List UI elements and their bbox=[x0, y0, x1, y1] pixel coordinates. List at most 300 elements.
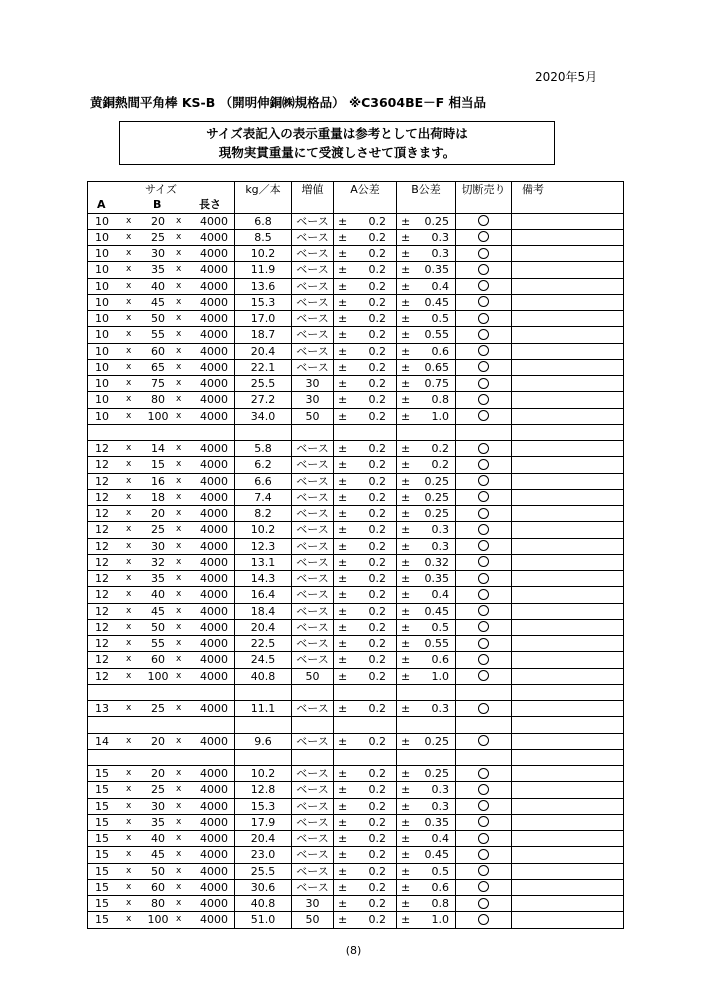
surcharge-cell: ベース bbox=[292, 766, 334, 782]
surcharge-cell: ベース bbox=[292, 701, 334, 717]
surcharge-cell: 30 bbox=[292, 376, 334, 392]
size-length: 4000 bbox=[200, 247, 228, 260]
size-x: x bbox=[126, 898, 132, 908]
b-tolerance-cell bbox=[397, 798, 456, 814]
b-tolerance-value: 0.25 bbox=[424, 474, 449, 488]
surcharge-cell: ベース bbox=[292, 879, 334, 895]
size-b: 30 bbox=[151, 539, 165, 553]
size-cell bbox=[88, 782, 235, 798]
blank-row bbox=[88, 684, 624, 700]
remarks-cell bbox=[512, 879, 624, 895]
size-x: x bbox=[176, 296, 182, 307]
size-cell bbox=[88, 571, 235, 587]
table-row bbox=[88, 879, 624, 895]
size-a: 12 bbox=[95, 458, 109, 472]
b-tolerance-value: 0.25 bbox=[424, 490, 449, 504]
a-tolerance-cell bbox=[334, 896, 397, 912]
weight-cell: 25.5 bbox=[235, 863, 292, 879]
surcharge-cell: ベース bbox=[292, 831, 334, 847]
size-a: 12 bbox=[95, 637, 109, 650]
surcharge-cell: ベース bbox=[292, 229, 334, 245]
plus-minus: ± bbox=[338, 328, 348, 342]
remarks-cell bbox=[512, 327, 624, 343]
size-length: 4000 bbox=[200, 620, 228, 634]
empty-cell bbox=[88, 717, 235, 733]
cut-available-icon bbox=[478, 475, 489, 486]
surcharge-cell: 50 bbox=[292, 668, 334, 684]
surcharge-cell: 50 bbox=[292, 408, 334, 424]
plus-minus: ± bbox=[338, 230, 348, 244]
b-tolerance-cell bbox=[397, 538, 456, 554]
plus-minus: ± bbox=[338, 783, 348, 797]
plus-minus: ± bbox=[401, 344, 411, 358]
cut-cell bbox=[456, 506, 512, 522]
size-length: 4000 bbox=[200, 572, 228, 585]
weight-cell: 18.4 bbox=[235, 603, 292, 619]
subheader-size bbox=[88, 197, 235, 213]
plus-minus: ± bbox=[338, 897, 348, 910]
size-x: x bbox=[176, 898, 182, 908]
cut-cell bbox=[456, 619, 512, 635]
b-tolerance-value: 0.2 bbox=[431, 442, 449, 455]
plus-minus: ± bbox=[338, 507, 348, 520]
cut-cell bbox=[456, 733, 512, 749]
surcharge-cell: 30 bbox=[292, 896, 334, 912]
a-tolerance-cell bbox=[334, 392, 397, 408]
table-row bbox=[88, 701, 624, 717]
empty-cell bbox=[292, 749, 334, 765]
plus-minus: ± bbox=[401, 458, 411, 472]
size-length: 4000 bbox=[200, 913, 228, 927]
size-x: x bbox=[126, 833, 132, 843]
header-weight: kg／本 bbox=[235, 182, 292, 198]
size-a: 10 bbox=[95, 279, 109, 293]
remarks-cell bbox=[512, 668, 624, 684]
size-b: 100 bbox=[147, 409, 169, 423]
size-cell bbox=[88, 473, 235, 489]
a-tolerance-cell bbox=[334, 554, 397, 570]
empty-cell bbox=[456, 749, 512, 765]
size-a: 14 bbox=[95, 734, 109, 748]
size-a: 12 bbox=[95, 620, 109, 634]
cut-cell bbox=[456, 262, 512, 278]
size-cell bbox=[88, 229, 235, 245]
size-cell bbox=[88, 912, 235, 928]
weight-cell: 15.3 bbox=[235, 798, 292, 814]
remarks-cell bbox=[512, 619, 624, 635]
weight-cell: 12.3 bbox=[235, 538, 292, 554]
a-tolerance-cell bbox=[334, 603, 397, 619]
table-row bbox=[88, 587, 624, 603]
weight-cell: 10.2 bbox=[235, 522, 292, 538]
size-x: x bbox=[176, 816, 182, 827]
subheader-length: 長さ bbox=[199, 198, 221, 212]
cut-available-icon bbox=[478, 768, 489, 779]
surcharge-cell: ベース bbox=[292, 798, 334, 814]
cut-cell bbox=[456, 473, 512, 489]
plus-minus: ± bbox=[401, 360, 411, 374]
size-a: 12 bbox=[95, 669, 109, 683]
size-a: 12 bbox=[95, 474, 109, 488]
document-date: 2020年5月 bbox=[535, 70, 598, 84]
remarks-cell bbox=[512, 636, 624, 652]
table-row bbox=[88, 278, 624, 294]
size-x: x bbox=[126, 264, 132, 275]
remarks-cell bbox=[512, 392, 624, 408]
size-x: x bbox=[126, 361, 132, 372]
cut-available-icon bbox=[478, 605, 489, 616]
b-tolerance-value: 0.25 bbox=[424, 214, 449, 228]
cut-cell bbox=[456, 603, 512, 619]
size-x: x bbox=[176, 491, 182, 502]
b-tolerance-cell bbox=[397, 506, 456, 522]
surcharge-cell: 30 bbox=[292, 392, 334, 408]
size-cell bbox=[88, 766, 235, 782]
a-tolerance-cell bbox=[334, 847, 397, 863]
size-x: x bbox=[126, 865, 132, 876]
size-x: x bbox=[126, 670, 132, 681]
b-tolerance-value: 0.75 bbox=[424, 377, 449, 390]
weight-cell: 25.5 bbox=[235, 376, 292, 392]
size-b: 45 bbox=[151, 848, 165, 862]
weight-cell: 40.8 bbox=[235, 668, 292, 684]
b-tolerance-cell bbox=[397, 392, 456, 408]
size-x: x bbox=[176, 394, 182, 405]
a-tolerance-value: 0.2 bbox=[368, 702, 386, 715]
empty-cell bbox=[235, 424, 292, 440]
size-a: 10 bbox=[95, 360, 109, 374]
table-row bbox=[88, 213, 624, 229]
empty-cell bbox=[88, 749, 235, 765]
b-tolerance-cell bbox=[397, 587, 456, 603]
cut-available-icon bbox=[478, 378, 489, 389]
b-tolerance-cell bbox=[397, 636, 456, 652]
size-b: 60 bbox=[151, 344, 165, 358]
size-b: 16 bbox=[151, 474, 165, 488]
a-tolerance-value: 0.2 bbox=[368, 897, 386, 910]
size-a: 10 bbox=[95, 328, 109, 342]
size-length: 4000 bbox=[200, 588, 228, 602]
a-tolerance-cell bbox=[334, 408, 397, 424]
surcharge-cell: ベース bbox=[292, 636, 334, 652]
remarks-cell bbox=[512, 538, 624, 554]
b-tolerance-cell bbox=[397, 278, 456, 294]
cut-available-icon bbox=[478, 231, 489, 242]
table-row bbox=[88, 782, 624, 798]
remarks-cell bbox=[512, 294, 624, 310]
surcharge-cell: ベース bbox=[292, 847, 334, 863]
cut-cell bbox=[456, 246, 512, 262]
a-tolerance-cell bbox=[334, 879, 397, 895]
size-cell bbox=[88, 636, 235, 652]
table-row bbox=[88, 457, 624, 473]
table-row bbox=[88, 831, 624, 847]
b-tolerance-cell bbox=[397, 652, 456, 668]
plus-minus: ± bbox=[401, 263, 411, 277]
b-tolerance-value: 0.3 bbox=[431, 783, 449, 797]
cut-cell bbox=[456, 343, 512, 359]
size-x: x bbox=[176, 670, 182, 681]
a-tolerance-value: 0.2 bbox=[368, 263, 386, 277]
b-tolerance-cell bbox=[397, 359, 456, 375]
cut-available-icon bbox=[478, 410, 489, 421]
weight-cell: 14.3 bbox=[235, 571, 292, 587]
b-tolerance-value: 0.3 bbox=[431, 702, 449, 715]
b-tolerance-cell bbox=[397, 343, 456, 359]
plus-minus: ± bbox=[401, 653, 411, 667]
cut-available-icon bbox=[478, 589, 489, 600]
surcharge-cell: ベース bbox=[292, 587, 334, 603]
surcharge-cell: ベース bbox=[292, 554, 334, 570]
b-tolerance-cell bbox=[397, 294, 456, 310]
surcharge-cell: ベース bbox=[292, 538, 334, 554]
cut-available-icon bbox=[478, 670, 489, 681]
b-tolerance-value: 0.25 bbox=[424, 507, 449, 520]
b-tolerance-value: 0.4 bbox=[431, 588, 449, 602]
plus-minus: ± bbox=[338, 620, 348, 634]
b-tolerance-cell bbox=[397, 863, 456, 879]
cut-available-icon bbox=[478, 248, 489, 259]
b-tolerance-value: 1.0 bbox=[431, 669, 449, 683]
size-b: 50 bbox=[151, 620, 165, 634]
size-x: x bbox=[176, 784, 182, 795]
weight-cell: 13.1 bbox=[235, 554, 292, 570]
plus-minus: ± bbox=[401, 848, 411, 862]
size-b: 45 bbox=[151, 295, 165, 309]
size-x: x bbox=[126, 329, 132, 340]
cut-available-icon bbox=[478, 816, 489, 827]
a-tolerance-cell bbox=[334, 619, 397, 635]
size-cell bbox=[88, 733, 235, 749]
header-remarks: 備考 bbox=[512, 182, 624, 198]
size-length: 4000 bbox=[200, 295, 228, 309]
plus-minus: ± bbox=[338, 848, 348, 862]
surcharge-cell: ベース bbox=[292, 441, 334, 457]
weight-cell: 34.0 bbox=[235, 408, 292, 424]
surcharge-cell: ベース bbox=[292, 863, 334, 879]
size-cell bbox=[88, 359, 235, 375]
empty-cell bbox=[456, 424, 512, 440]
size-a: 10 bbox=[95, 214, 109, 228]
surcharge-cell: ベース bbox=[292, 311, 334, 327]
remarks-cell bbox=[512, 506, 624, 522]
b-tolerance-cell bbox=[397, 879, 456, 895]
a-tolerance-cell bbox=[334, 814, 397, 830]
remarks-cell bbox=[512, 311, 624, 327]
plus-minus: ± bbox=[338, 604, 348, 618]
b-tolerance-cell bbox=[397, 554, 456, 570]
cut-available-icon bbox=[478, 914, 489, 925]
weight-cell: 51.0 bbox=[235, 912, 292, 928]
a-tolerance-cell bbox=[334, 766, 397, 782]
size-a: 12 bbox=[95, 490, 109, 504]
size-length: 4000 bbox=[200, 783, 228, 797]
a-tolerance-cell bbox=[334, 652, 397, 668]
size-b: 80 bbox=[151, 393, 165, 407]
cut-cell bbox=[456, 554, 512, 570]
size-x: x bbox=[176, 524, 182, 535]
cut-cell bbox=[456, 798, 512, 814]
table-row bbox=[88, 506, 624, 522]
cut-available-icon bbox=[478, 280, 489, 291]
a-tolerance-value: 0.2 bbox=[368, 669, 386, 683]
b-tolerance-value: 0.4 bbox=[431, 279, 449, 293]
size-x: x bbox=[176, 800, 182, 811]
cut-cell bbox=[456, 587, 512, 603]
cut-cell bbox=[456, 766, 512, 782]
plus-minus: ± bbox=[401, 734, 411, 748]
cut-available-icon bbox=[478, 865, 489, 876]
size-spec-table-body bbox=[88, 182, 624, 929]
size-length: 4000 bbox=[200, 897, 228, 910]
size-x: x bbox=[176, 703, 182, 713]
plus-minus: ± bbox=[338, 312, 348, 325]
size-b: 18 bbox=[151, 490, 165, 504]
plus-minus: ± bbox=[338, 442, 348, 455]
surcharge-cell: ベース bbox=[292, 327, 334, 343]
remarks-cell bbox=[512, 896, 624, 912]
a-tolerance-value: 0.2 bbox=[368, 377, 386, 390]
subheader-empty bbox=[397, 197, 456, 213]
size-a: 15 bbox=[95, 848, 109, 862]
size-a: 15 bbox=[95, 815, 109, 829]
size-length: 4000 bbox=[200, 279, 228, 293]
a-tolerance-cell bbox=[334, 343, 397, 359]
a-tolerance-cell bbox=[334, 441, 397, 457]
size-a: 10 bbox=[95, 230, 109, 244]
cut-available-icon bbox=[478, 329, 489, 340]
size-b: 65 bbox=[151, 360, 165, 374]
remarks-cell bbox=[512, 343, 624, 359]
size-cell bbox=[88, 457, 235, 473]
remarks-cell bbox=[512, 831, 624, 847]
empty-cell bbox=[397, 717, 456, 733]
size-length: 4000 bbox=[200, 214, 228, 228]
empty-cell bbox=[88, 424, 235, 440]
table-row bbox=[88, 571, 624, 587]
b-tolerance-value: 0.3 bbox=[431, 539, 449, 553]
table-row bbox=[88, 912, 624, 928]
a-tolerance-cell bbox=[334, 327, 397, 343]
weight-cell: 18.7 bbox=[235, 327, 292, 343]
cut-available-icon bbox=[478, 540, 489, 551]
surcharge-cell: ベース bbox=[292, 262, 334, 278]
size-cell bbox=[88, 506, 235, 522]
size-x: x bbox=[126, 475, 132, 486]
size-a: 10 bbox=[95, 409, 109, 423]
size-b: 55 bbox=[151, 637, 165, 650]
a-tolerance-value: 0.2 bbox=[368, 783, 386, 797]
cut-available-icon bbox=[478, 898, 489, 909]
size-cell bbox=[88, 522, 235, 538]
a-tolerance-cell bbox=[334, 489, 397, 505]
a-tolerance-cell bbox=[334, 587, 397, 603]
plus-minus: ± bbox=[338, 377, 348, 390]
size-x: x bbox=[126, 459, 132, 470]
size-b: 20 bbox=[151, 214, 165, 228]
size-cell bbox=[88, 701, 235, 717]
size-x: x bbox=[176, 735, 182, 746]
size-a: 12 bbox=[95, 604, 109, 618]
table-row bbox=[88, 668, 624, 684]
plus-minus: ± bbox=[338, 393, 348, 407]
size-length: 4000 bbox=[200, 312, 228, 325]
weight-cell: 12.8 bbox=[235, 782, 292, 798]
remarks-cell bbox=[512, 587, 624, 603]
remarks-cell bbox=[512, 229, 624, 245]
size-length: 4000 bbox=[200, 328, 228, 342]
a-tolerance-cell bbox=[334, 294, 397, 310]
size-x: x bbox=[176, 215, 182, 226]
cut-cell bbox=[456, 376, 512, 392]
size-x: x bbox=[126, 703, 132, 713]
size-x: x bbox=[176, 556, 182, 567]
header-cut: 切断売り bbox=[456, 182, 512, 198]
a-tolerance-value: 0.2 bbox=[368, 815, 386, 829]
b-tolerance-value: 0.3 bbox=[431, 230, 449, 244]
remarks-cell bbox=[512, 863, 624, 879]
size-length: 4000 bbox=[200, 377, 228, 390]
size-b: 20 bbox=[151, 507, 165, 520]
plus-minus: ± bbox=[401, 783, 411, 797]
plus-minus: ± bbox=[401, 523, 411, 537]
cut-available-icon bbox=[478, 313, 489, 324]
plus-minus: ± bbox=[401, 669, 411, 683]
remarks-cell bbox=[512, 603, 624, 619]
plus-minus: ± bbox=[401, 393, 411, 407]
empty-cell bbox=[512, 424, 624, 440]
size-x: x bbox=[126, 573, 132, 583]
a-tolerance-value: 0.2 bbox=[368, 637, 386, 650]
weight-cell: 15.3 bbox=[235, 294, 292, 310]
subheader-empty bbox=[292, 197, 334, 213]
weight-cell: 17.0 bbox=[235, 311, 292, 327]
remarks-cell bbox=[512, 278, 624, 294]
size-length: 4000 bbox=[200, 880, 228, 894]
size-cell bbox=[88, 668, 235, 684]
b-tolerance-cell bbox=[397, 668, 456, 684]
plus-minus: ± bbox=[338, 458, 348, 472]
surcharge-cell: ベース bbox=[292, 213, 334, 229]
b-tolerance-value: 0.55 bbox=[424, 328, 449, 342]
plus-minus: ± bbox=[338, 360, 348, 374]
size-a: 12 bbox=[95, 572, 109, 585]
size-length: 4000 bbox=[200, 539, 228, 553]
a-tolerance-cell bbox=[334, 376, 397, 392]
surcharge-cell: ベース bbox=[292, 278, 334, 294]
cut-available-icon bbox=[478, 296, 489, 307]
b-tolerance-value: 0.8 bbox=[431, 393, 449, 407]
a-tolerance-cell bbox=[334, 668, 397, 684]
b-tolerance-cell bbox=[397, 912, 456, 928]
b-tolerance-value: 0.3 bbox=[431, 247, 449, 260]
table-row bbox=[88, 327, 624, 343]
size-cell bbox=[88, 538, 235, 554]
subheader-row bbox=[88, 197, 624, 213]
weight-cell: 5.8 bbox=[235, 441, 292, 457]
plus-minus: ± bbox=[338, 572, 348, 585]
cut-available-icon bbox=[478, 784, 489, 795]
size-a: 10 bbox=[95, 263, 109, 277]
remarks-cell bbox=[512, 847, 624, 863]
table-row bbox=[88, 262, 624, 278]
cut-cell bbox=[456, 879, 512, 895]
cut-available-icon bbox=[478, 849, 489, 860]
b-tolerance-cell bbox=[397, 262, 456, 278]
header-a-tolerance: A公差 bbox=[334, 182, 397, 198]
cut-available-icon bbox=[478, 361, 489, 372]
plus-minus: ± bbox=[401, 214, 411, 228]
